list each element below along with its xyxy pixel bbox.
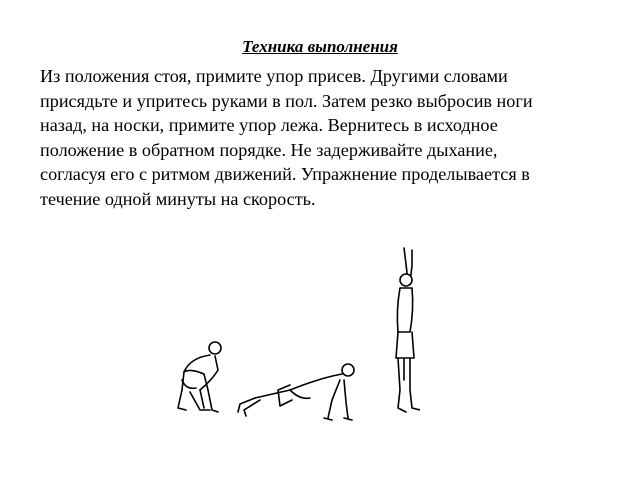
paragraph-line: согласуя его с ритмом движений. Упражнение проделывается в: [40, 164, 530, 185]
paragraph-line: присядьте и упритесь руками в пол. Затем резко выбросив ноги: [40, 90, 533, 111]
page-title: Техника выполнения: [242, 37, 398, 56]
exercise-illustration: [160, 240, 420, 430]
crouch-figure-icon: [178, 342, 221, 412]
standing-figure-icon: [396, 248, 420, 412]
plank-figure-icon: [238, 364, 354, 420]
exercise-sequence-icon: [160, 240, 420, 430]
paragraph-line: течение одной минуты на скорость.: [40, 188, 316, 209]
paragraph-line: положение в обратном порядке. Не задерживайте дыхание,: [40, 139, 498, 160]
paragraph-line: Из положения стоя, примите упор присев. Другими словами: [40, 66, 508, 86]
paragraph-line: назад, на носки, примите упор лежа. Вернитесь в исходное: [40, 115, 498, 136]
instruction-paragraph: [40, 64, 630, 212]
